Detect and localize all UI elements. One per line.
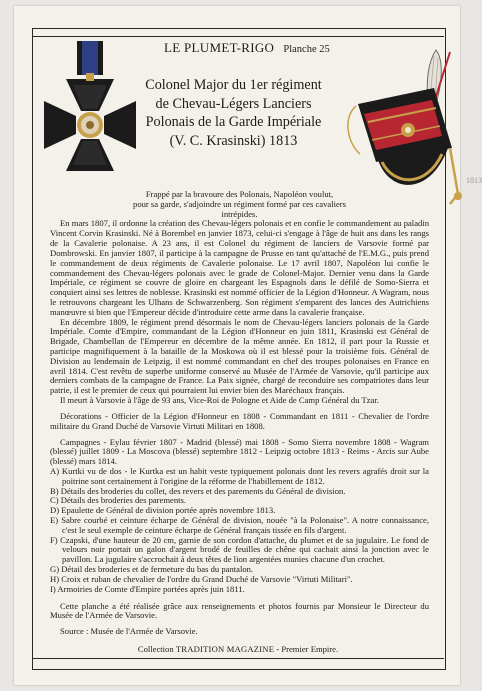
plate-header — [164, 40, 330, 56]
document-page — [14, 6, 482, 685]
caption-item-e: E) Sabre courbé et ceinture écharpe de Général de division, nouée "à la Polonaise". A notre connaissance, c'est le seul exemple de ceinture écharpe de Général français tissée en fils d'argent. — [50, 515, 429, 535]
intro-line-2: pour sa garde, s'adjoindre un régiment formé par ces cavaliers — [133, 198, 346, 209]
virtuti-militari-cross-icon — [36, 41, 146, 176]
top-rule — [32, 36, 444, 37]
plate-series-title: LE PLUMET-RIGO — [164, 40, 275, 55]
caption-item-d: D) Epaulette de Général de division portée après novembre 1813. — [50, 505, 276, 516]
paragraph-3: Il meurt à Varsovie à l'âge de 93 ans, Vice-Roi de Pologne et Aide de Camp Général du Tzar. — [60, 395, 379, 406]
heading-line-1: Colonel Major du 1er régiment — [145, 77, 322, 93]
plate-heading — [141, 76, 326, 150]
paragraph-1: En mars 1807, il ordonne la création des Chevau-légers polonais et en confie le commandement au paladin Vincent Corvin Krasinski. Né à Borembel en janvier 1873, celui-ci s'engage à l'âge de huit ans dans les rangs de la Cavalerie polonaise. A 23 ans, il est Colonel du régiment de lanciers de Varsovie formé par Dombrowski. En janvier 1807, il participe à la campagne de Prusse en tant qu'attaché de l'E.M.G., puis prend le commandement de deux régiments de Cavalerie polonaise. Le 17 avril 1807, Napoléon lui confie le commandement des Chevau-légers polonais avec le grade de Colonel-Major. Dernier venu dans la Garde Impériale, ce régiment se couvre de gloire en chargeant les Espagnols dans le défilé de Somo-Sierra et conquiert ainsi ses lettres de noblesse. Krasinski est nommé officier de la Légion d'Honneur. A Wagram, nous le retrouvons chargeant les Ulhans de Schwarzenberg. Son régiment s'emparent des lances des Autrichiens manœuvre si bien que l'Empereur décide d'introduire cette arme dans la cavalerie française. — [50, 218, 429, 317]
footer-brand: TRADITION MAGAZINE — [175, 644, 275, 654]
caption-item-c: C) Détails des broderies des parements. — [50, 495, 187, 506]
czapka-helmet-icon — [338, 44, 464, 214]
caption-item-a: A) Kurtki vu de dos - le Kurtka est un habit veste typiquement polonais dont les revers agrafés droit sur la poitrine sont certainement à l'origine de la réforme de l'habillement de 1812. — [50, 465, 429, 486]
intro-line-3: intrépides. — [221, 208, 258, 219]
bottom-rule — [32, 658, 444, 659]
caption-item-b: B) Détails des broderies du collet, des revers et des parements du Général de division. — [50, 485, 346, 496]
intro-line-1: Frappé par la bravoure des Polonais, Napoléon voulut, — [145, 189, 334, 199]
heading-line-2: de Chevau-Légers Lanciers — [155, 95, 312, 112]
margin-pencil-note: 1813 — [466, 176, 482, 185]
campaigns-paragraph: Campagnes - Eylau février 1807 - Madrid (blessé) mai 1808 - Somo Sierra novembre 1808 - Wagram (blessé) juillet 1809 - La Moscova (blessé) septembre 1812 - Leipzig octobre 1813 - Reims - Arcis sur Aube (blessé) mars 1814. — [50, 436, 429, 467]
paragraph-2: En décembre 1809, le régiment prend désormais le nom de Chevau-légers lanciers polonais de la Garde Impériale. Comte d'Empire, commandant de la Légion d'Honneur en juin 1811, Krasinski est Général de Brigade, Chambellan de l'Empereur en décembre de la même année. En 1812, il part pour la Russie et participe magnifiquement à la bataille de la Moskowa où il est blessé pour la troisième fois. Général de Division au lendemain de Leipzig, il est nommé commandant en chef des troupes polonaises en France en avril 1814. C'est revêtu de superbe uniforme conservé au Musée de l'Armée de Varsovie, qu'il participe aux derniers combats de la campagne de France. La Paix signée, chargé de reconduire ses compatriotes dans leur patrie, il est le premier de ceux qui pourraient lui envier bien des Maréchaux français. — [50, 316, 429, 396]
caption-item-g: G) Détail des broderies et de fermeture du bas du pantalon. — [50, 564, 254, 575]
footer-suffix: - Premier Empire. — [276, 644, 339, 654]
source-line: Source : Musée de l'Armée de Varsovie. — [60, 626, 198, 637]
decorations-paragraph: Décorations - Officier de la Légion d'Honneur en 1808 - Commandant en 1811 - Chevalier de l'ordre militaire du Grand Duché de Varsovie Virtuti Militari en 1808. — [50, 410, 429, 431]
caption-item-f: F) Czapski, d'une hauteur de 20 cm, garnie de son cordon d'attache, du plumet et de sa jugulaire. Le fond de velours noir portait un galon d'argent brodé de feuilles de chêne qui cachait ainsi la jonction avec le pavillon. La jugulaire s'accrochait à deux têtes de lion argentées munies chacune d'un crochet. — [50, 534, 429, 565]
thanks-paragraph: Cette planche a été réalisée grâce aux renseignements et photos fournis par Monsieur le Directeur du Musée de l'Armée de Varsovie. — [50, 600, 429, 621]
heading-line-4: (V. C. Krasinski) 1813 — [169, 132, 298, 149]
plate-body-text — [50, 190, 429, 637]
heading-line-3: Polonais de la Garde Impériale — [145, 114, 322, 130]
caption-item-h: H) Croix et ruban de chevalier de l'ordre du Grand Duché de Varsovie "Virtuti Militari". — [50, 573, 353, 584]
caption-item-i: I) Armoiries de Comte d'Empire portées après juin 1811. — [50, 583, 245, 594]
plate-number: Planche 25 — [283, 44, 330, 55]
footer — [32, 644, 444, 654]
footer-prefix: Collection — [137, 644, 174, 654]
